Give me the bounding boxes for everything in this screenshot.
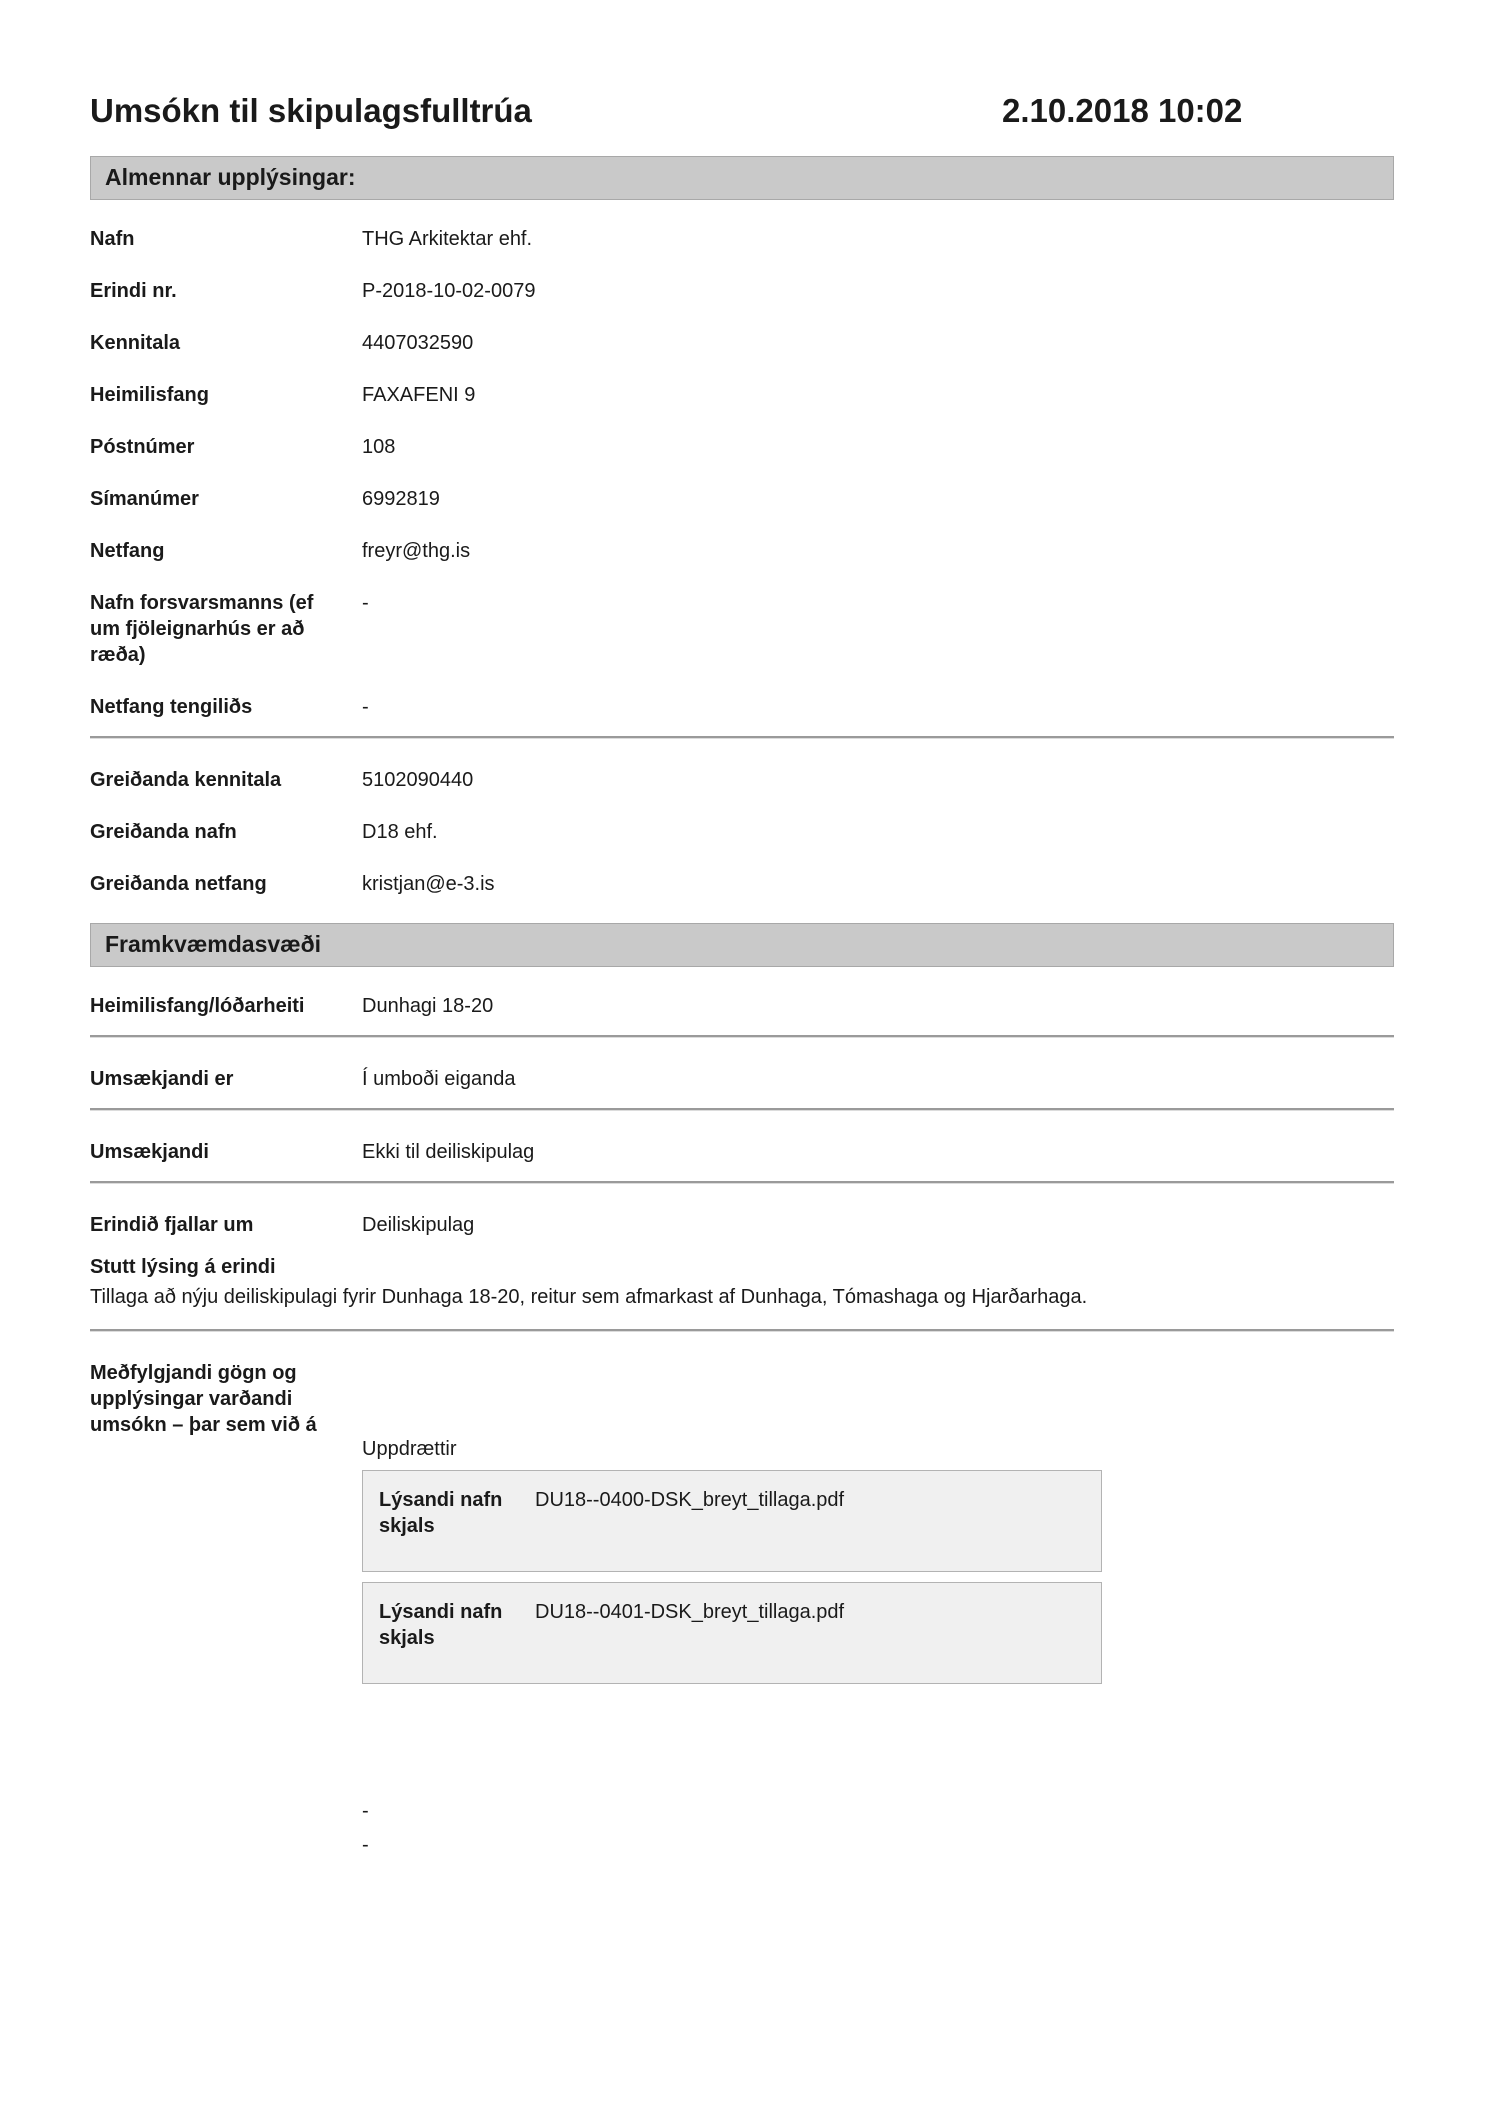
field-row-greidanda-kennitala	[90, 767, 1394, 793]
section-heading-general-label: Almennar upplýsingar:	[105, 164, 356, 190]
document-label: Lýsandi nafn skjals	[379, 1601, 503, 1649]
trailing-values	[362, 1794, 1394, 1862]
timestamp: 2.10.2018 10:02	[1002, 92, 1243, 129]
field-label: Netfang tengiliðs	[90, 696, 253, 718]
document-box	[362, 1582, 1102, 1684]
field-value: Í umboði eiganda	[362, 1068, 516, 1090]
section-divider	[90, 1108, 1394, 1111]
field-value: freyr@thg.is	[362, 540, 471, 562]
field-value: FAXAFENI 9	[362, 384, 476, 406]
field-label: Erindi nr.	[90, 280, 177, 302]
document-filename: DU18--0400-DSK_breyt_tillaga.pdf	[535, 1489, 845, 1511]
field-label: Erindið fjallar um	[90, 1214, 254, 1236]
field-value: 6992819	[362, 488, 440, 510]
field-value: Dunhagi 18-20	[362, 995, 494, 1017]
field-label: Heimilisfang/lóðarheiti	[90, 995, 305, 1017]
field-label: Greiðanda kennitala	[90, 769, 282, 791]
section-divider	[90, 1181, 1394, 1184]
field-value: 108	[362, 436, 396, 458]
document-filename: DU18--0401-DSK_breyt_tillaga.pdf	[535, 1601, 845, 1623]
field-label: Greiðanda netfang	[90, 873, 267, 895]
field-row-heimilisfang	[90, 382, 1394, 408]
field-value: 4407032590	[362, 332, 474, 354]
field-row-simanumer	[90, 486, 1394, 512]
section-heading-project-label: Framkvæmdasvæði	[105, 931, 322, 957]
section-divider	[90, 1035, 1394, 1038]
attachments-label: Meðfylgjandi gögn og upplýsingar varðandi umsókn – þar sem við á	[90, 1362, 317, 1436]
trailing-dash: -	[362, 1800, 369, 1822]
section-divider	[90, 736, 1394, 739]
field-value: kristjan@e-3.is	[362, 873, 495, 895]
attachments-group-title: Uppdrættir	[362, 1438, 457, 1460]
field-row-erindi-nr	[90, 278, 1394, 304]
description-text: Tillaga að nýju deiliskipulagi fyrir Dunhaga 18-20, reitur sem afmarkast af Dunhaga, Tómashaga og Hjarðarhaga.	[90, 1286, 1088, 1308]
field-value: Ekki til deiliskipulag	[362, 1141, 535, 1163]
document-box	[362, 1470, 1102, 1572]
field-row-forsvarsmanns	[90, 590, 1394, 668]
document-label: Lýsandi nafn skjals	[379, 1489, 503, 1537]
field-value: -	[362, 592, 369, 614]
field-label: Greiðanda nafn	[90, 821, 237, 843]
description-block	[90, 1254, 1394, 1311]
document-header	[90, 92, 1394, 134]
field-label: Netfang	[90, 540, 165, 562]
field-row-lodarheiti	[90, 993, 1394, 1019]
field-label: Símanúmer	[90, 488, 199, 510]
page-title: Umsókn til skipulagsfulltrúa	[90, 92, 532, 129]
section-heading-general	[90, 156, 1394, 200]
section-divider	[90, 1329, 1394, 1332]
trailing-dash: -	[362, 1834, 369, 1856]
field-value: P-2018-10-02-0079	[362, 280, 536, 302]
field-row-erindid-fjallar-um	[90, 1212, 1394, 1238]
field-value: Deiliskipulag	[362, 1214, 475, 1236]
field-label: Nafn	[90, 228, 135, 250]
field-row-netfang	[90, 538, 1394, 564]
field-row-greidanda-netfang	[90, 871, 1394, 897]
field-row-greidanda-nafn	[90, 819, 1394, 845]
field-value: THG Arkitektar ehf.	[362, 228, 533, 250]
field-label: Nafn forsvarsmanns (ef um fjöleignarhús er að ræða)	[90, 592, 314, 666]
field-row-postnumer	[90, 434, 1394, 460]
attachments-content	[362, 1360, 1394, 1862]
field-row-nafn	[90, 226, 1394, 252]
field-row-umsaekjandi	[90, 1139, 1394, 1165]
field-row-netfang-tengilids	[90, 694, 1394, 720]
attachments-section	[90, 1360, 1394, 1862]
field-label: Umsækjandi	[90, 1141, 209, 1163]
section-heading-project	[90, 923, 1394, 967]
field-row-kennitala	[90, 330, 1394, 356]
field-label: Umsækjandi er	[90, 1068, 234, 1090]
description-label: Stutt lýsing á erindi	[90, 1256, 276, 1278]
field-label: Póstnúmer	[90, 436, 195, 458]
field-row-umsaekjandi-er	[90, 1066, 1394, 1092]
field-value: D18 ehf.	[362, 821, 438, 843]
field-value: -	[362, 696, 369, 718]
field-label: Kennitala	[90, 332, 181, 354]
field-value: 5102090440	[362, 769, 474, 791]
field-label: Heimilisfang	[90, 384, 209, 406]
